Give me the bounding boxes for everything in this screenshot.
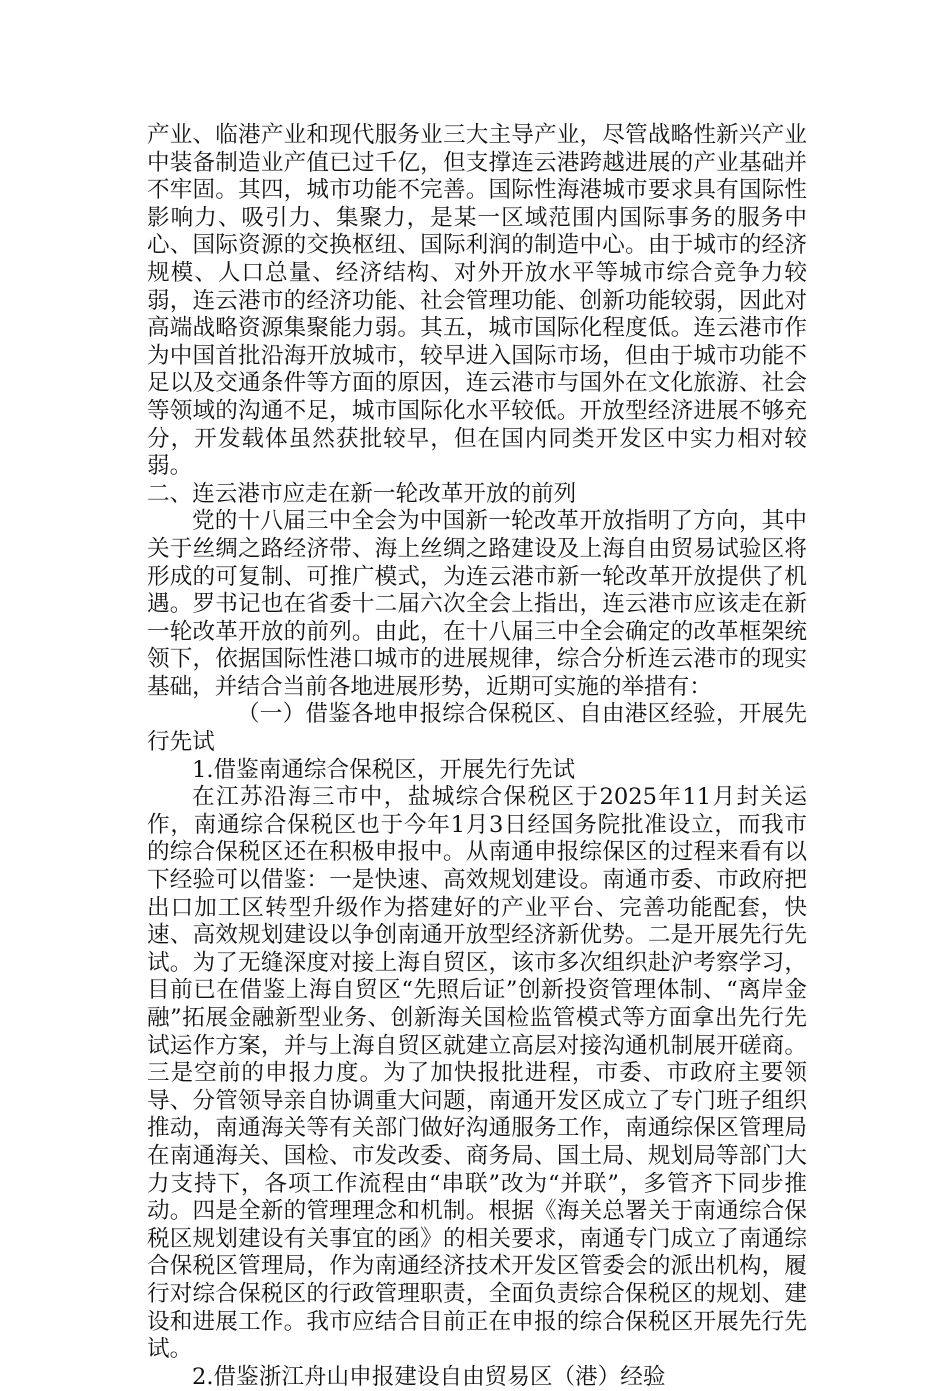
body-paragraph: 产业、临港产业和现代服务业三大主导产业，尽管战略性新兴产业中装备制造业产值已过千亿，但支撑连云港跨越进展的产业基础并不牢固。其四，城市功能不完善。国际性海港城市要求具有国际性影响力、吸引力、集聚力，是某一区域范围内国际事务的服务中心、国际资源的交换枢纽、国际利润的制造中心。由于城市的经济规模、人口总量、经济结构、对外开放水平等城市综合竞争力较弱，连云港市的经济功能、社会管理功能、创新功能较弱，因此对高端战略资源集聚能力弱。其五，城市国际化程度低。连云港市作为中国首批沿海开放城市，较早进入国际市场，但由于城市功能不足以及交通条件等方面的原因，连云港市与国外在文化旅游、社会等领域的沟通不足，城市国际化水平较低。开放型经济进展不够充分，开发载体虽然获批较早，但在国内同类开发区中实力相对较弱。 <box>147 122 807 480</box>
document-body <box>147 122 807 1391</box>
subsection-heading: （一）借鉴各地申报综合保税区、自由港区经验，开展先行先试 <box>147 701 807 756</box>
item-heading: 2.借鉴浙江舟山申报建设自由贸易区（港）经验 <box>192 1363 666 1390</box>
item-heading: 1.借鉴南通综合保税区，开展先行先试 <box>192 756 576 783</box>
body-paragraph: 在江苏沿海三市中，盐城综合保税区于2025年11月封关运作，南通综合保税区也于今年1月3日经国务院批准设立，而我市的综合保税区还在积极申报中。从南通申报综保区的过程来看有以下经验可以借鉴：一是快速、高效规划建设。南通市委、市政府把出口加工区转型升级作为搭建好的产业平台、完善功能配套，快速、高效规划建设以争创南通开放型经济新优势。二是开展先行先试。为了无缝深度对接上海自贸区，该市多次组织赴沪考察学习，目前已在借鉴上海自贸区“先照后证”创新投资管理体制、“离岸金融”拓展金融新型业务、创新海关国检监管模式等方面拿出先行先试运作方案，并与上海自贸区就建立高层对接沟通机制展开磋商。三是空前的申报力度。为了加快报批进程，市委、市政府主要领导、分管领导亲自协调重大问题，南通开发区成立了专门班子组织推动，南通海关等有关部门做好沟通服务工作，南通综保区管理局在南通海关、国检、市发改委、商务局、国土局、规划局等部门大力支持下，各项工作流程由“串联”改为“并联”，多管齐下同步推动。四是全新的管理理念和机制。根据《海关总署关于南通综合保税区规划建设有关事宜的函》的相关要求，南通专门成立了南通综合保税区管理局，作为南通经济技术开发区管委会的派出机构，履行对综合保税区的行政管理职责，全面负责综合保税区的规划、建设和进展工作。我市应结合目前正在申报的综合保税区开展先行先试。 <box>147 784 807 1363</box>
section-heading: 二、连云港市应走在新一轮改革开放的前列 <box>147 480 577 507</box>
body-paragraph: 党的十八届三中全会为中国新一轮改革开放指明了方向，其中关于丝绸之路经济带、海上丝绸之路建设及上海自由贸易试验区将形成的可复制、可推广模式，为连云港市新一轮改革开放提供了机遇。罗书记也在省委十二届六次全会上指出，连云港市应该走在新一轮改革开放的前列。由此，在十八届三中全会确定的改革框架统领下，依据国际性港口城市的进展规律，综合分析连云港市的现实基础，并结合当前各地进展形势，近期可实施的举措有： <box>147 508 807 700</box>
